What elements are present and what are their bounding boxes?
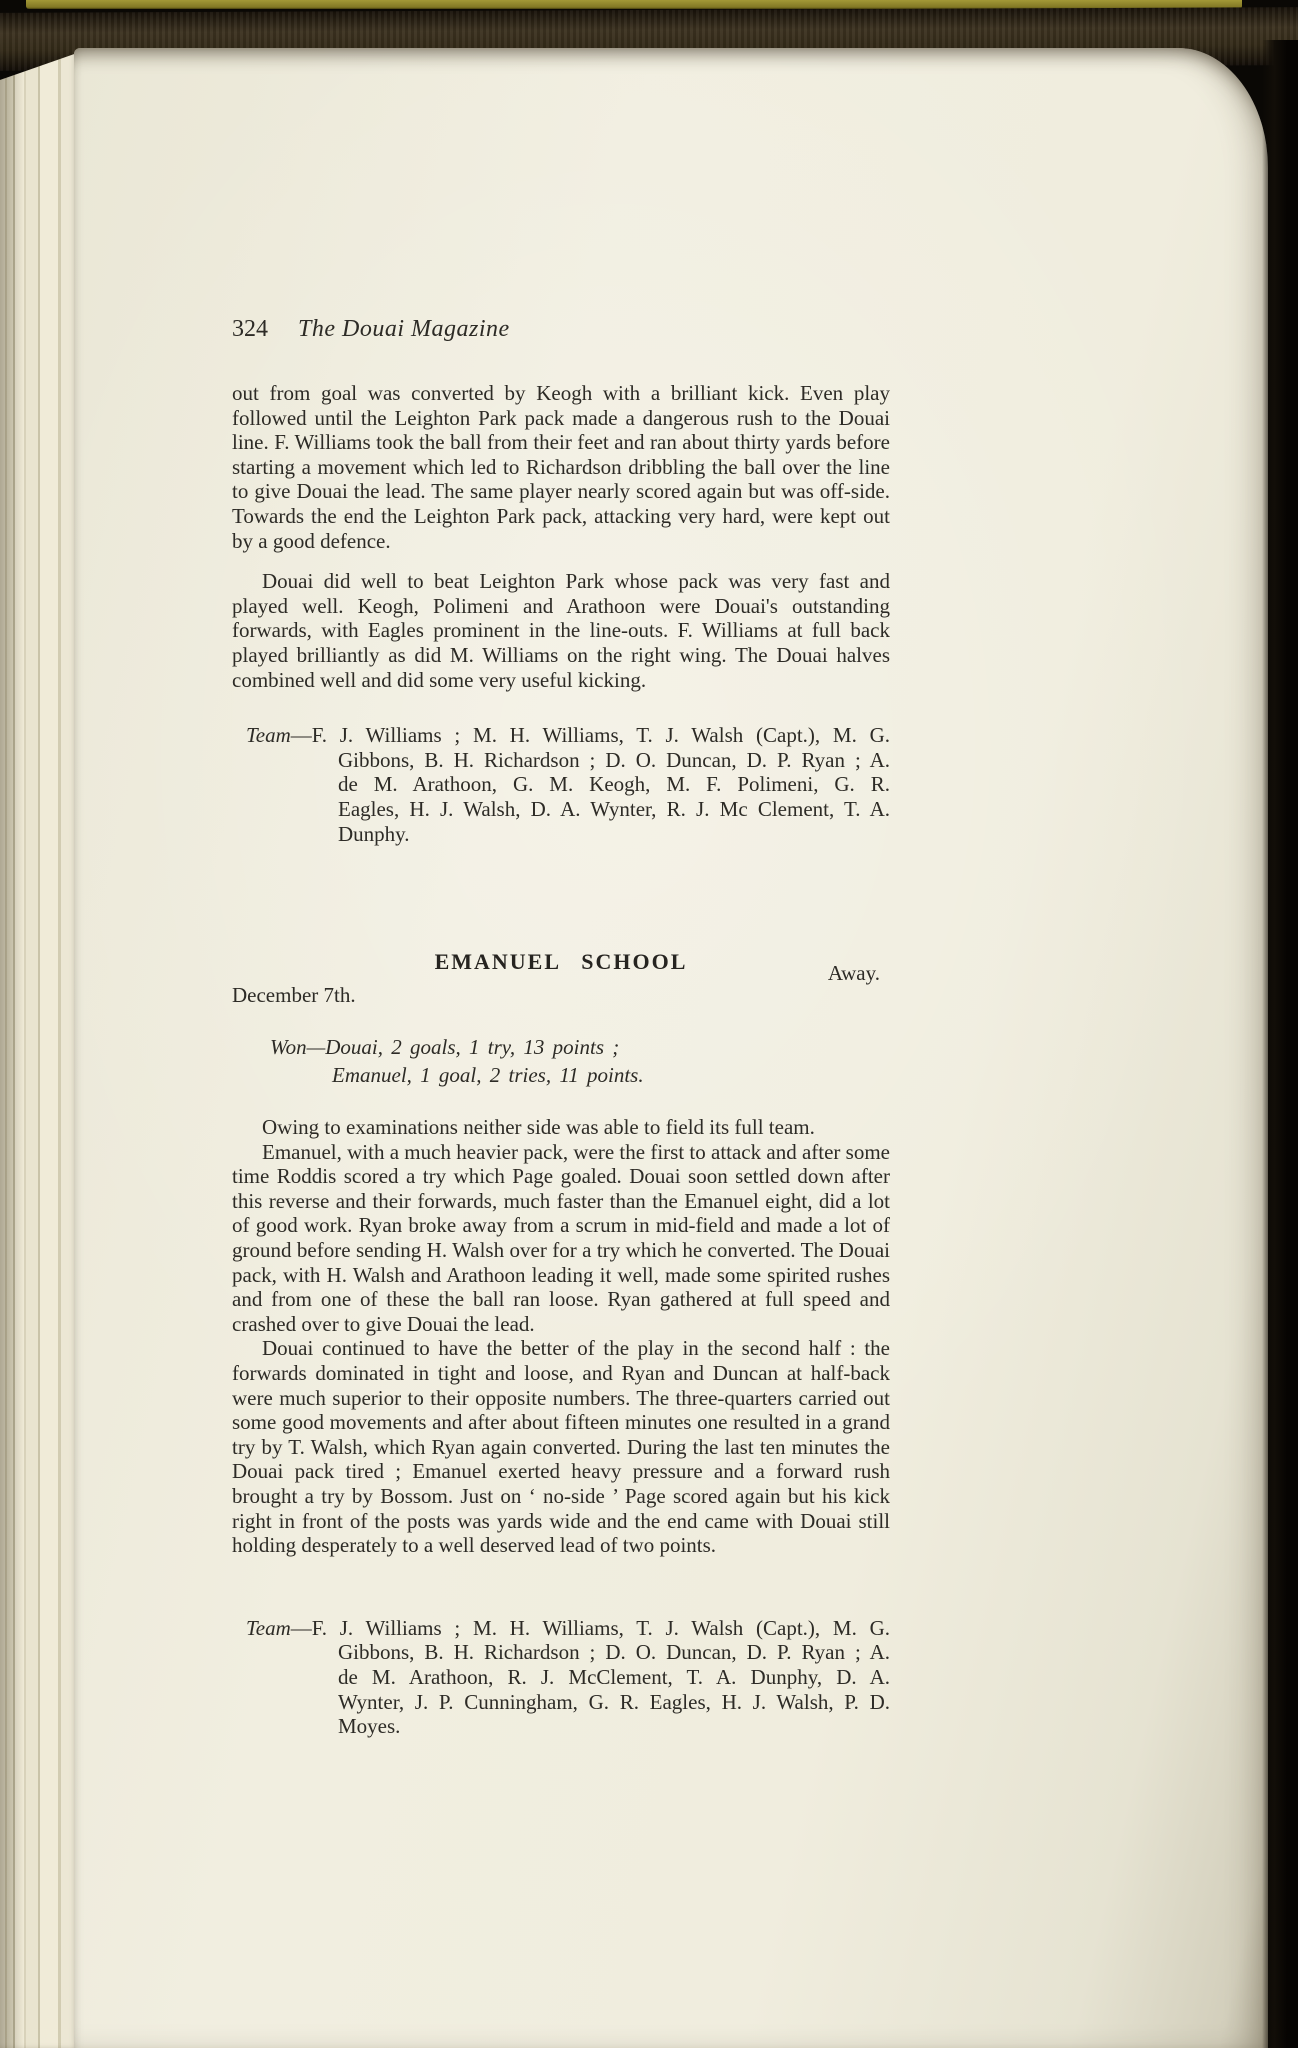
page-header	[232, 313, 890, 345]
paragraph-leighton-report-2: Douai did well to beat Leighton Park whose pack was very fast and played well. Keogh, Polimeni and Arathoon were Douai's outstanding forwards, with Eagles prominent in the line-outs. F. Williams at full back played brilliantly as did M. Williams on the right wing. The Douai halves combined well and did some very useful kicking.	[232, 569, 890, 692]
team-names: —F. J. Williams ; M. H. Williams, T. J. Walsh (Capt.), M. G. Gibbons, B. H. Richardson ; D. O. Duncan, D. P. Ryan ; A. de M. Arathoon, R. J. McClement, T. A. Dunphy, D. A. Wynter, J. P. Cunningham, G. R. Eagles, H. J. Walsh, P. D. Moyes.	[290, 1615, 890, 1739]
match-heading-emanuel: EMANUEL SCHOOL	[434, 949, 688, 975]
book-page	[74, 48, 1268, 2048]
paragraph-emanuel-report-3: Douai continued to have the better of the play in the second half : the forwards dominated in tight and loose, and Ryan and Duncan at half-back were much superior to their opposite numbers. The three-quarters carried out some good movements and after about fifteen minutes one resulted in a grand try by T. Walsh, which Ryan again converted. During the last ten minutes the Douai pack tired ; Emanuel exerted heavy pressure and a forward rush brought a try by Bossom. Just on ‘ no-side ’ Page scored again but his kick right in front of the posts was yards wide and the end came with Douai still holding desperately to a well deserved lead of two points.	[232, 1336, 890, 1558]
result-line-emanuel: Emanuel, 1 goal, 2 tries, 11 points.	[332, 1062, 644, 1087]
team-label: Team	[246, 1615, 291, 1640]
book-cover-right-edge	[1262, 40, 1298, 2048]
team-names: —F. J. Williams ; M. H. Williams, T. J. Walsh (Capt.), M. G. Gibbons, B. H. Richardson ; D. O. Duncan, D. P. Ryan ; A. de M. Arathoon, G. M. Keogh, M. F. Polimeni, G. R. Eagles, H. J. Walsh, D. A. Wynter, R. J. Mc Clement, T. A. Dunphy.	[290, 723, 890, 846]
match-venue: Away.	[827, 961, 880, 986]
paragraph-leighton-report-1: out from goal was converted by Keogh with a brilliant kick. Even play followed until the Leighton Park pack made a dangerous rush to the Douai line. F. Williams took the ball from their feet and ran about thirty yards before starting a movement which led to Richardson dribbling the ball over the line to give Douai the lead. The same player nearly scored again but was off-side. Towards the end the Leighton Park pack, attacking very hard, were kept out by a good defence.	[232, 381, 890, 553]
page-content	[232, 313, 890, 1739]
match-date: December 7th.	[232, 983, 356, 1008]
match-result	[232, 1034, 890, 1089]
paragraph-emanuel-report-2: Emanuel, with a much heavier pack, were the first to attack and after some time Roddis scored a try which Page goaled. Douai soon settled down after this reverse and their forwards, much faster than the Emanuel eight, did a lot of good work. Ryan broke away from a scrum in mid-field and made a lot of ground before sending H. Walsh over for a try which he converted. The Douai pack, with H. Walsh and Arathoon leading it well, made some spirited rushes and from one of these the ball ran loose. Ryan gathered at full speed and crashed over to give Douai the lead.	[232, 1139, 890, 1336]
team-list-emanuel	[246, 1616, 890, 1739]
page-number: 324	[232, 316, 268, 342]
paragraph-emanuel-report-1: Owing to examinations neither side was able to field its full team.	[262, 1115, 815, 1140]
team-label: Team	[246, 723, 291, 748]
result-line-douai: Won—Douai, 2 goals, 1 try, 13 points ;	[270, 1035, 620, 1060]
team-list-leighton	[246, 723, 890, 846]
magazine-title: The Douai Magazine	[298, 316, 510, 342]
page-stack-edges	[0, 46, 80, 2048]
